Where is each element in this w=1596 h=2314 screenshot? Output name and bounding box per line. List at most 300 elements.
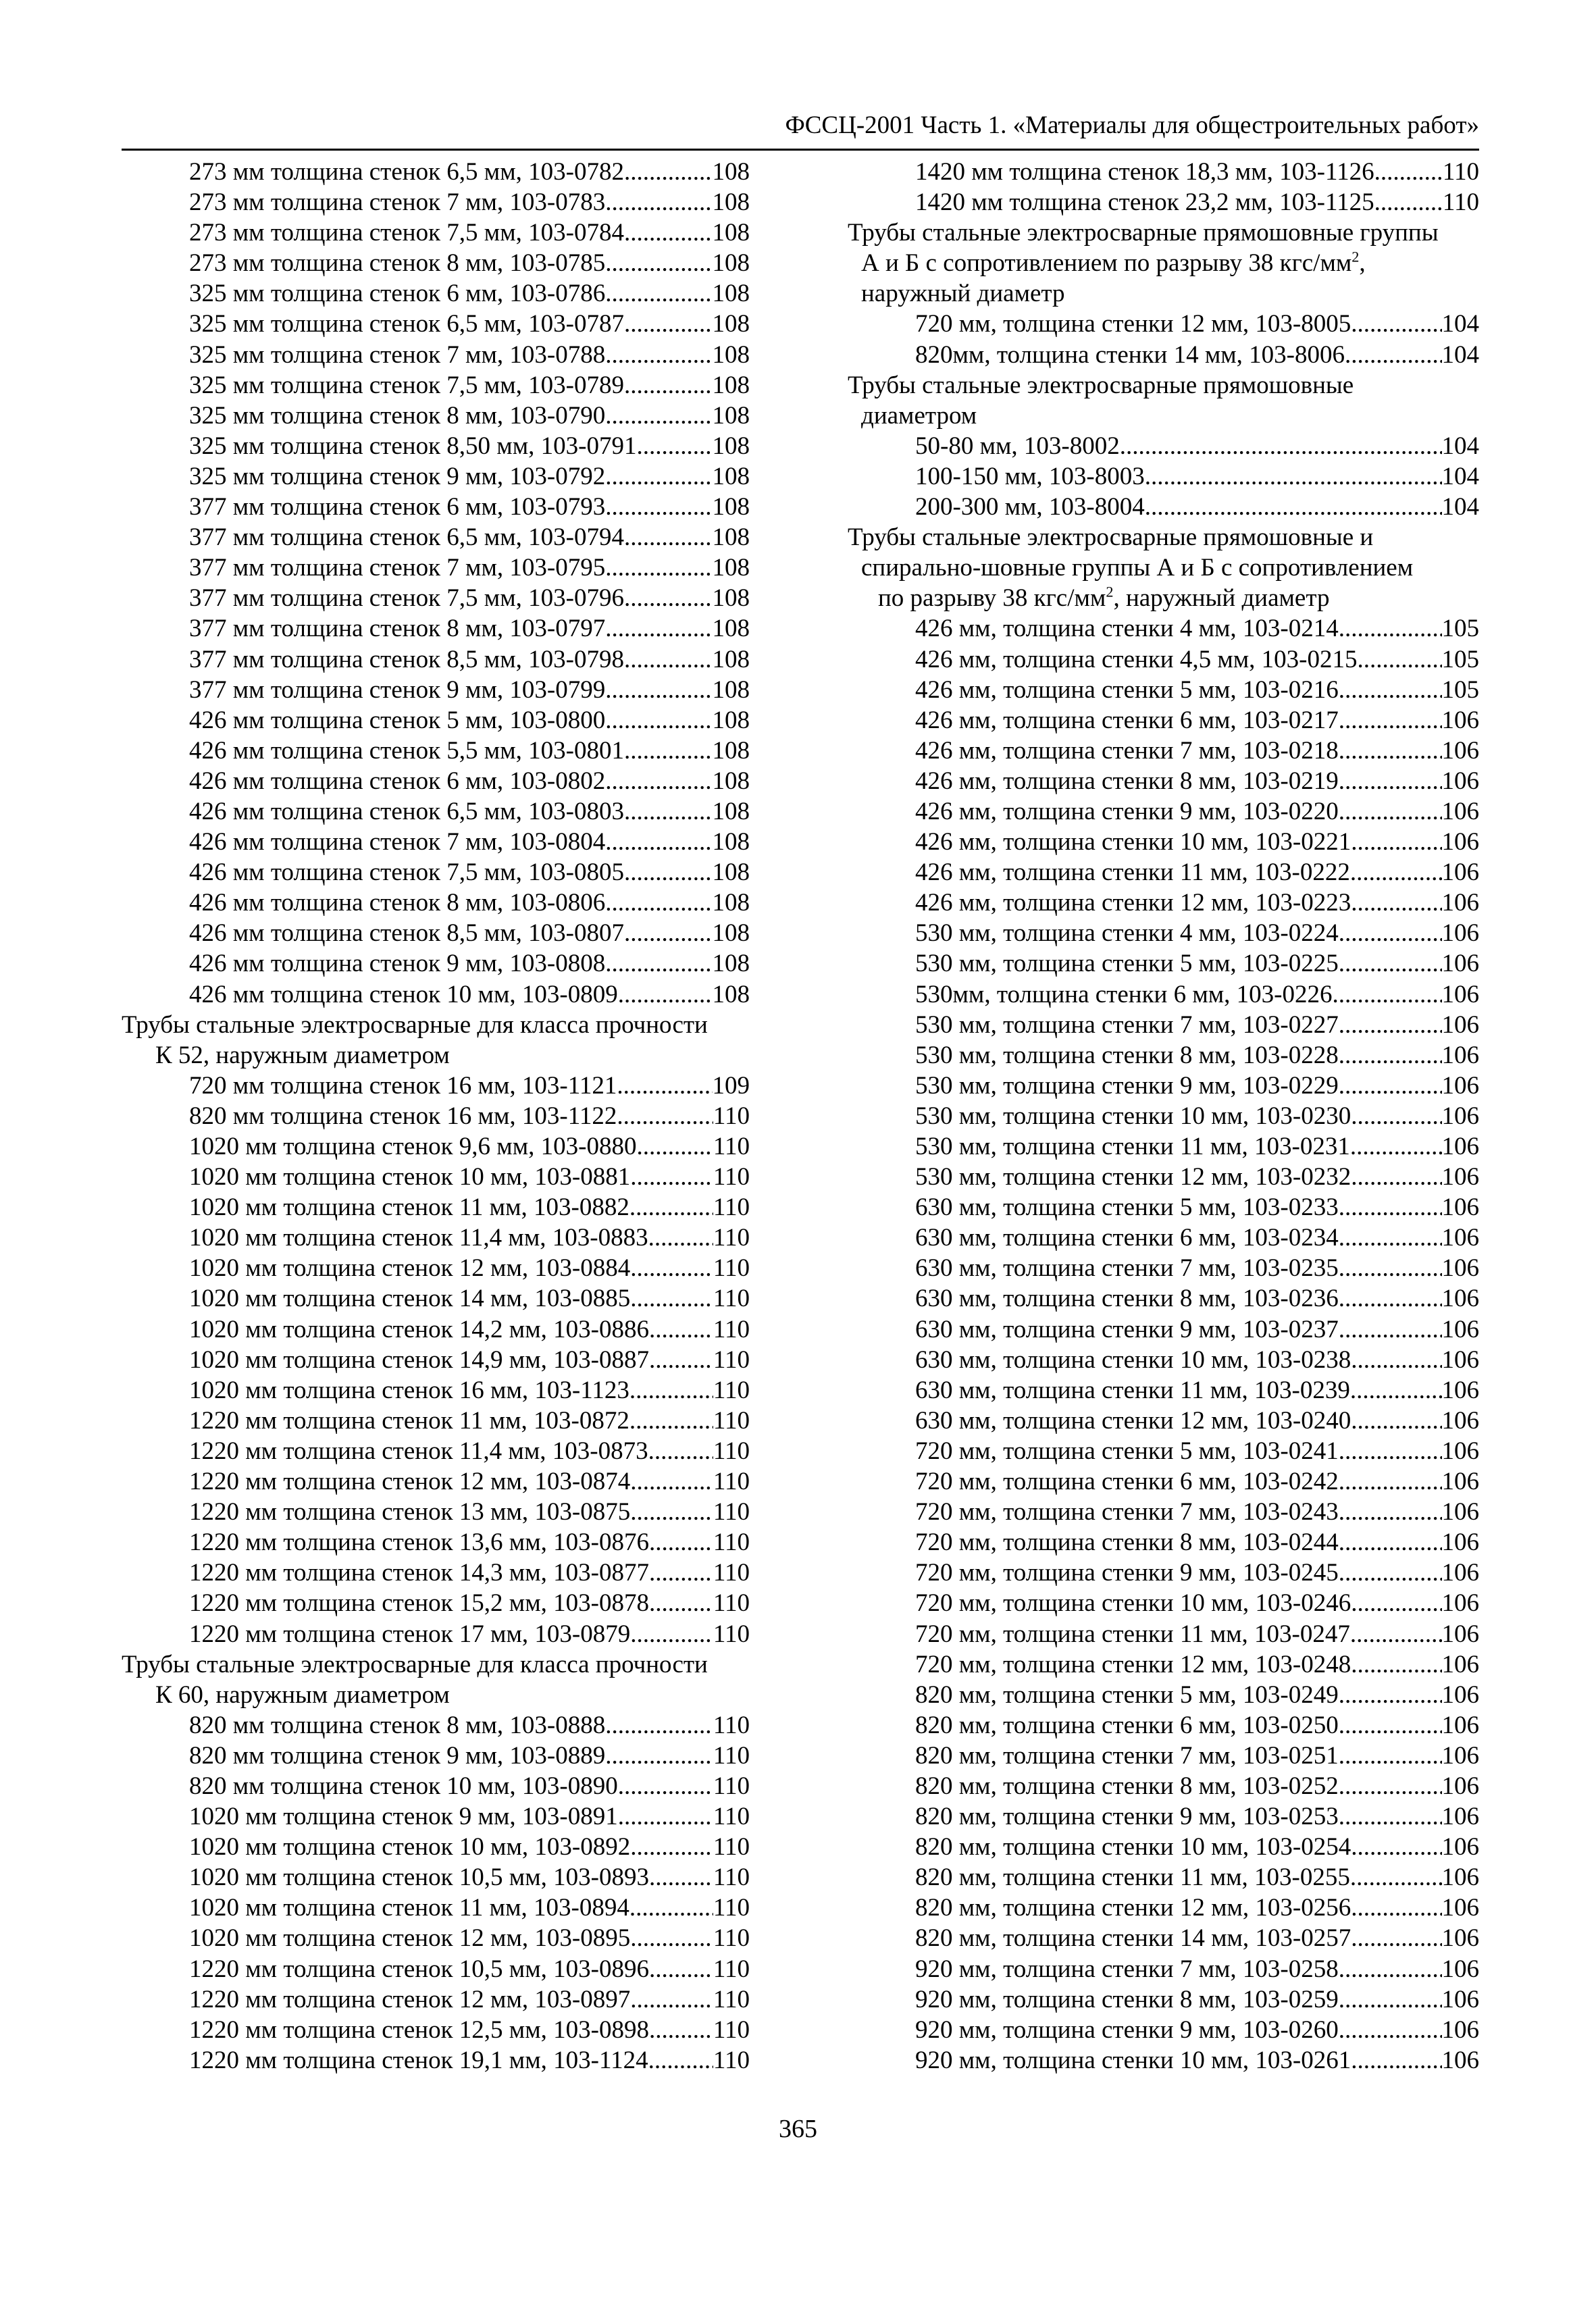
index-entry [848,857,1479,888]
index-entry [848,1497,1479,1527]
dot-leader [629,1192,713,1223]
entry-page-number: 106 [1441,1406,1479,1435]
index-entry [848,1071,1479,1101]
index-entry [848,1771,1479,1801]
index-entry [848,1101,1479,1131]
index-entry [122,1619,750,1649]
entry-label: 1020 мм толщина стенок 16 мм, 103-1123 [189,1376,629,1404]
entry-page-number: 110 [713,1468,750,1496]
entry-label: 1020 мм толщина стенок 12 мм, 103-0895 [189,1924,631,1953]
dot-leader [649,1314,713,1345]
entry-page-number: 108 [712,736,750,765]
index-entry [848,1984,1479,2015]
entry-label: 720 мм, толщина стенки 12 мм, 103-0248 [915,1650,1352,1678]
dot-leader [1350,1375,1442,1406]
group-right-c [848,431,1479,522]
dot-leader [1351,2045,1441,2076]
dot-leader [1351,1832,1441,1862]
group-right-a [848,157,1479,217]
entry-label: 1220 мм толщина стенок 12 мм, 103-0874 [189,1468,631,1496]
index-entry [848,1040,1479,1071]
entry-page-number: 110 [713,1772,750,1800]
dot-leader [1351,309,1441,339]
entry-page-number: 110 [713,1741,750,1770]
entry-label: 426 мм, толщина стенки 10 мм, 103-0221 [915,828,1352,856]
dot-leader [605,705,712,736]
index-entry [122,1832,750,1862]
index-entry [122,1862,750,1893]
entry-label: 426 мм толщина стенок 8,5 мм, 103-0807 [189,919,624,948]
dot-leader [605,766,712,796]
index-entry [122,796,750,827]
dot-leader [1339,613,1442,644]
entry-label: 325 мм толщина стенок 8 мм, 103-0790 [189,401,606,430]
dot-leader [1339,766,1442,796]
entry-label: 377 мм толщина стенок 6,5 мм, 103-0794 [189,523,624,552]
entry-label: 426 мм, толщина стенки 7 мм, 103-0218 [915,736,1339,765]
entry-label: 1020 мм толщина стенок 9 мм, 103-0891 [189,1803,618,1831]
dot-leader [1350,1131,1442,1162]
entry-page-number: 106 [1441,1193,1479,1222]
entry-label: 1020 мм толщина стенок 10 мм, 103-0881 [189,1163,631,1191]
entry-label: 820 мм, толщина стенки 5 мм, 103-0249 [915,1680,1339,1709]
entry-label: 630 мм, толщина стенки 5 мм, 103-0233 [915,1193,1339,1222]
entry-label: 820 мм, толщина стенки 8 мм, 103-0252 [915,1772,1339,1800]
entry-page-number: 106 [1441,980,1479,1008]
dot-leader [1351,1588,1441,1618]
index-entry [122,1283,750,1314]
entry-label: 1220 мм толщина стенок 15,2 мм, 103-0878 [189,1589,649,1618]
index-entry [122,1131,750,1162]
entry-page-number: 106 [1441,1071,1479,1100]
dot-leader [1339,1984,1442,2015]
index-entry [122,888,750,918]
dot-leader [1350,1619,1442,1649]
index-entry [848,705,1479,736]
entry-page-number: 106 [1441,1102,1479,1130]
dot-leader [1374,187,1443,217]
entry-page-number: 106 [1441,1985,1479,2013]
dot-leader [605,552,712,583]
entry-page-number: 110 [713,1711,750,1739]
entry-page-number: 106 [1441,1833,1479,1861]
dot-leader [1339,1436,1442,1466]
index-entry [848,1619,1479,1649]
dot-leader [1339,1558,1442,1588]
entry-label: 1420 мм толщина стенок 18,3 мм, 103-1126 [915,158,1374,186]
index-entry [122,583,750,613]
entry-page-number: 108 [712,645,750,673]
index-entry [122,948,750,979]
dot-leader [1351,1649,1441,1680]
entry-label: 325 мм толщина стенок 9 мм, 103-0792 [189,462,606,490]
entry-page-number: 104 [1441,493,1479,521]
dot-leader [630,1162,713,1192]
heading-text: , [1359,249,1366,278]
dot-leader [617,1071,712,1101]
entry-label: 920 мм, толщина стенки 8 мм, 103-0259 [915,1985,1339,2013]
entry-page-number: 106 [1441,706,1479,734]
entry-label: 920 мм, толщина стенки 10 мм, 103-0261 [915,2046,1352,2074]
dot-leader [624,370,713,401]
entry-label: 426 мм, толщина стенки 8 мм, 103-0219 [915,767,1339,795]
dot-leader [1339,1954,1442,1984]
entry-page-number: 106 [1441,1803,1479,1831]
entry-label: 820 мм, толщина стенки 14 мм, 103-0257 [915,1924,1352,1953]
dot-leader [1339,1223,1442,1253]
index-entry [848,1710,1479,1741]
dot-leader [1351,1101,1441,1131]
dot-leader [624,157,713,187]
entry-label: 426 мм, толщина стенки 4 мм, 103-0214 [915,615,1339,643]
dot-leader [1339,1010,1442,1040]
index-entry [122,1741,750,1771]
index-entry [122,1497,750,1527]
dot-leader [1351,827,1441,857]
entry-label: 720 мм, толщина стенки 9 мм, 103-0245 [915,1559,1339,1587]
entry-label: 820 мм, толщина стенки 9 мм, 103-0253 [915,1803,1339,1831]
entry-label: 630 мм, толщина стенки 9 мм, 103-0237 [915,1315,1339,1343]
dot-leader [1339,1710,1442,1741]
group-right-d [848,613,1479,2076]
entry-label: 630 мм, толщина стенки 10 мм, 103-0238 [915,1345,1352,1374]
entry-label: 630 мм, толщина стенки 7 мм, 103-0235 [915,1254,1339,1283]
index-entry [122,1923,750,1953]
entry-label: 630 мм, толщина стенки 8 мм, 103-0236 [915,1285,1339,1313]
entry-label: 377 мм толщина стенок 7,5 мм, 103-0796 [189,584,624,613]
entry-page-number: 105 [1441,675,1479,704]
entry-page-number: 106 [1441,1650,1479,1678]
section-heading-spiral-line3 [848,583,1479,613]
entry-page-number: 110 [713,1894,750,1922]
index-entry [122,675,750,705]
entry-label: 630 мм, толщина стенки 6 мм, 103-0234 [915,1224,1339,1252]
entry-label: 530 мм, толщина стенки 4 мм, 103-0224 [915,919,1339,948]
entry-label: 273 мм толщина стенок 7,5 мм, 103-0784 [189,219,624,247]
index-entry [122,613,750,644]
index-entry [848,644,1479,675]
dot-leader [630,1283,713,1314]
index-entry [848,1649,1479,1680]
entry-page-number: 104 [1441,310,1479,338]
section-heading-38-line1: Трубы стальные электросварные прямошовные группы [848,219,1439,247]
dot-leader [1351,1923,1441,1953]
entry-label: 530 мм, толщина стенки 7 мм, 103-0227 [915,1010,1339,1039]
dot-leader [624,796,713,827]
entry-label: 1220 мм толщина стенок 10,5 мм, 103-0896 [189,1955,649,1983]
index-entry [848,340,1479,370]
group-right-b [848,309,1479,369]
section-heading-k52-line2: К 52, наружным диаметром [155,1041,450,1069]
index-entry [122,705,750,736]
dot-leader [1339,1741,1442,1771]
entry-page-number: 110 [713,1589,750,1618]
entry-label: 820 мм, толщина стенки 10 мм, 103-0254 [915,1833,1352,1861]
entry-page-number: 108 [712,280,750,308]
index-entry [122,522,750,552]
dot-leader [1145,492,1442,522]
entry-page-number: 106 [1441,1468,1479,1496]
group-left-a [122,157,750,1010]
entry-page-number: 106 [1441,1498,1479,1526]
entry-label: 1020 мм толщина стенок 9,6 мм, 103-0880 [189,1133,637,1160]
entry-label: 1420 мм толщина стенок 23,2 мм, 103-1125 [915,188,1374,217]
entry-label: 273 мм толщина стенок 8 мм, 103-0785 [189,249,606,278]
index-entry [122,157,750,187]
index-entry [122,2015,750,2045]
entry-page-number: 105 [1441,645,1479,673]
dot-leader [649,1558,713,1588]
index-entry [122,1375,750,1406]
entry-label: 426 мм толщина стенок 6,5 мм, 103-0803 [189,797,624,825]
entry-page-number: 110 [713,1285,750,1313]
dot-leader [605,340,712,370]
dot-leader [648,1223,713,1253]
entry-page-number: 110 [713,1406,750,1435]
entry-page-number: 106 [1441,797,1479,825]
dot-leader [1351,1406,1441,1436]
entry-page-number: 110 [713,1224,750,1252]
index-entry [848,1741,1479,1771]
entry-page-number: 110 [713,1620,750,1648]
index-entry [848,675,1479,705]
entry-label: 720 мм, толщина стенки 5 мм, 103-0241 [915,1437,1339,1465]
dot-leader [1339,1192,1442,1223]
index-entry [122,1406,750,1436]
entry-page-number: 106 [1441,1285,1479,1313]
index-entry [848,613,1479,644]
dot-leader [1339,1771,1442,1801]
dot-leader [648,2045,713,2076]
entry-page-number: 108 [712,310,750,338]
entry-label: 1220 мм толщина стенок 11,4 мм, 103-0873 [189,1437,648,1465]
dot-leader [624,217,713,248]
dot-leader [605,675,712,705]
index-entry [122,827,750,857]
heading-text: по разрыву 38 кгс/мм [878,584,1106,613]
index-entry [122,1588,750,1618]
dot-leader [649,1588,713,1618]
entry-page-number: 106 [1441,2046,1479,2074]
dot-leader [630,1619,713,1649]
index-entry [848,827,1479,857]
entry-page-number: 110 [713,1955,750,1983]
dot-leader [1339,918,1442,948]
dot-leader [1350,857,1442,888]
dot-leader [636,1131,713,1162]
entry-page-number: 108 [712,889,750,917]
dot-leader [624,857,713,888]
dot-leader [1358,644,1442,675]
index-entry [848,157,1479,187]
index-entry [848,309,1479,339]
entry-label: 377 мм толщина стенок 8,5 мм, 103-0798 [189,645,624,673]
index-entry [122,857,750,888]
entry-label: 325 мм толщина стенок 7 мм, 103-0788 [189,340,606,369]
entry-label: 426 мм, толщина стенки 12 мм, 103-0223 [915,889,1352,917]
entry-label: 820 мм, толщина стенки 12 мм, 103-0256 [915,1894,1352,1922]
entry-page-number: 106 [1441,1224,1479,1252]
entry-label: 820мм, толщина стенки 14 мм, 103-8006 [915,340,1345,369]
page-number: 365 [779,2115,817,2143]
dot-leader [1339,675,1442,705]
entry-label: 1220 мм толщина стенок 12,5 мм, 103-0898 [189,2015,649,2044]
entry-label: 426 мм толщина стенок 6 мм, 103-0802 [189,767,606,795]
entry-page-number: 108 [712,249,750,278]
index-entry [848,1375,1479,1406]
entry-label: 720 мм, толщина стенки 12 мм, 103-8005 [915,310,1352,338]
entry-page-number: 106 [1441,1559,1479,1587]
running-header [122,108,1479,151]
entry-label: 100-150 мм, 103-8003 [915,462,1145,490]
entry-page-number: 110 [713,1559,750,1587]
entry-label: 530 мм, толщина стенки 11 мм, 103-0231 [915,1133,1350,1160]
index-entry [122,187,750,217]
index-entry [848,1954,1479,1984]
entry-page-number: 108 [712,371,750,399]
entry-label: 720 мм, толщина стенки 8 мм, 103-0244 [915,1528,1339,1557]
entry-label: 820 мм толщина стенок 8 мм, 103-0888 [189,1711,606,1739]
dot-leader [605,948,712,979]
index-entry [122,1466,750,1497]
entry-label: 920 мм, толщина стенки 9 мм, 103-0260 [915,2015,1339,2044]
superscript: 2 [1106,583,1114,600]
entry-page-number: 106 [1441,950,1479,978]
entry-label: 273 мм толщина стенок 6,5 мм, 103-0782 [189,158,624,186]
index-entry [848,492,1479,522]
entry-page-number: 106 [1441,767,1479,795]
index-entry [122,1253,750,1283]
entry-label: 820 мм, толщина стенки 6 мм, 103-0250 [915,1711,1339,1739]
dot-leader [605,888,712,918]
entry-page-number: 106 [1441,1041,1479,1069]
index-entry [848,1832,1479,1862]
entry-label: 377 мм толщина стенок 7 мм, 103-0795 [189,554,606,582]
entry-label: 530 мм, толщина стенки 12 мм, 103-0232 [915,1163,1352,1191]
dot-leader [624,918,713,948]
entry-page-number: 110 [713,1437,750,1465]
index-entry [848,1314,1479,1345]
entry-page-number: 108 [712,584,750,613]
entry-label: 530 мм, толщина стенки 8 мм, 103-0228 [915,1041,1339,1069]
entry-label: 720 мм, толщина стенки 11 мм, 103-0247 [915,1620,1350,1648]
entry-label: 426 мм, толщина стенки 6 мм, 103-0217 [915,706,1339,734]
entry-page-number: 110 [713,2046,750,2074]
index-entry [122,1710,750,1741]
index-entry [122,1893,750,1923]
index-entry [122,1071,750,1101]
entry-page-number: 104 [1441,432,1479,460]
entry-label: 1020 мм толщина стенок 11,4 мм, 103-0883 [189,1224,648,1252]
entry-label: 530 мм, толщина стенки 10 мм, 103-0230 [915,1102,1352,1130]
dot-leader [1339,1040,1442,1071]
entry-label: 1020 мм толщина стенок 14,9 мм, 103-0887 [189,1345,649,1374]
entry-page-number: 110 [713,2015,750,2044]
entry-label: 1220 мм толщина стенок 13,6 мм, 103-0876 [189,1528,649,1557]
index-entry [122,1984,750,2015]
entry-page-number: 108 [712,919,750,948]
entry-page-number: 106 [1441,1924,1479,1953]
entry-page-number: 106 [1441,889,1479,917]
entry-label: 1020 мм толщина стенок 14 мм, 103-0885 [189,1285,631,1313]
dot-leader [1339,1253,1442,1283]
index-entry [848,2045,1479,2076]
index-entry [848,1558,1479,1588]
entry-page-number: 110 [713,1133,750,1160]
index-entry [122,278,750,309]
index-entry [122,217,750,248]
index-entry [848,1527,1479,1558]
right-column [848,157,1479,2076]
heading-text: А и Б с сопротивлением по разрыву 38 кгс/мм [861,249,1352,278]
dot-leader [630,1923,713,1953]
entry-page-number: 106 [1441,1376,1479,1404]
entry-page-number: 106 [1441,1589,1479,1618]
index-entry [848,1283,1479,1314]
entry-label: 200-300 мм, 103-8004 [915,493,1145,521]
entry-page-number: 108 [712,219,750,247]
dot-leader [1351,1893,1441,1923]
entry-page-number: 110 [1442,158,1479,186]
dot-leader [630,1466,713,1497]
index-entry [122,1101,750,1131]
dot-leader [649,1345,713,1375]
entry-page-number: 108 [712,432,750,460]
entry-page-number: 108 [712,493,750,521]
dot-leader [1339,1314,1442,1345]
entry-page-number: 106 [1441,1010,1479,1039]
index-entry [122,736,750,766]
entry-label: 630 мм, толщина стенки 12 мм, 103-0240 [915,1406,1352,1435]
entry-page-number: 110 [713,1315,750,1343]
dot-leader [1339,705,1442,736]
dot-leader [636,431,712,461]
running-header-title: ФССЦ-2001 Часть 1. «Материалы для общестроительных работ» [785,111,1479,139]
entry-page-number: 106 [1441,828,1479,856]
dot-leader [1350,1862,1442,1893]
entry-label: 377 мм толщина стенок 8 мм, 103-0797 [189,615,606,643]
entry-label: 720 мм, толщина стенки 7 мм, 103-0243 [915,1498,1339,1526]
index-entry [848,766,1479,796]
section-heading-k60-line1: Трубы стальные электросварные для класса прочности [122,1650,708,1678]
entry-page-number: 106 [1441,1680,1479,1709]
entry-label: 630 мм, толщина стенки 11 мм, 103-0239 [915,1376,1350,1404]
entry-label: 1020 мм толщина стенок 12 мм, 103-0884 [189,1254,631,1283]
index-entry [848,461,1479,492]
dot-leader [1339,736,1442,766]
section-heading-38-line2 [848,248,1479,278]
entry-label: 325 мм толщина стенок 6 мм, 103-0786 [189,280,606,308]
entry-label: 820 мм толщина стенок 10 мм, 103-0890 [189,1772,618,1800]
dot-leader [630,1832,713,1862]
index-entry [848,1010,1479,1040]
entry-page-number: 106 [1441,858,1479,887]
entry-page-number: 108 [712,615,750,643]
dot-leader [1339,1071,1442,1101]
index-entry [122,1162,750,1192]
index-entry [848,1192,1479,1223]
dot-leader [649,1527,713,1558]
dot-leader [1351,1345,1441,1375]
dot-leader [1339,796,1442,827]
entry-page-number: 106 [1441,919,1479,948]
entry-label: 720 мм, толщина стенки 6 мм, 103-0242 [915,1468,1339,1496]
entry-label: 273 мм толщина стенок 7 мм, 103-0783 [189,188,606,217]
entry-label: 720 мм, толщина стенки 10 мм, 103-0246 [915,1589,1352,1618]
dot-leader [624,644,713,675]
index-entry [848,1680,1479,1710]
entry-page-number: 106 [1441,1741,1479,1770]
